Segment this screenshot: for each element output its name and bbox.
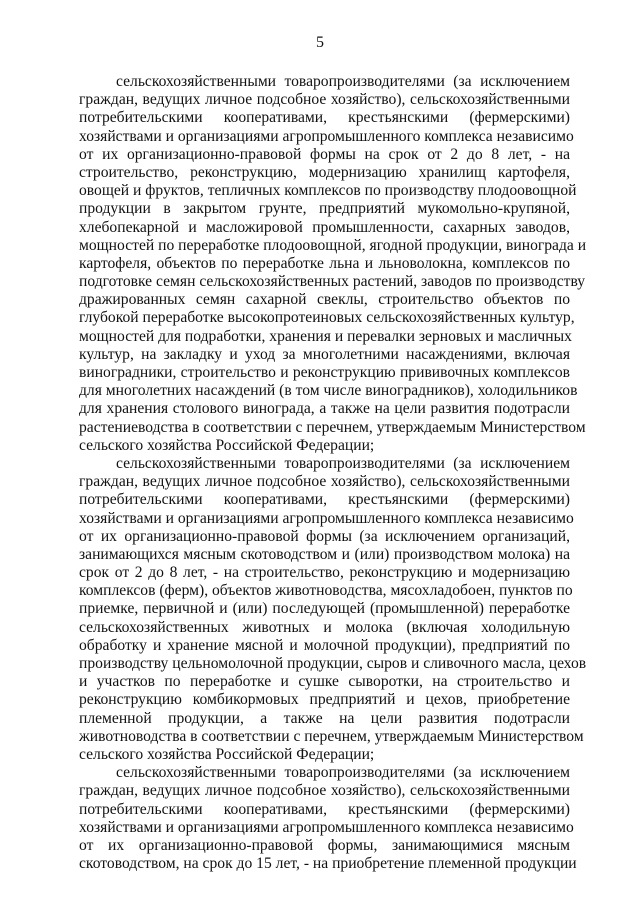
paragraph [79, 454, 587, 764]
text-line: растениеводства в соответствии с перечнем, утверждаемым Министерством [79, 418, 586, 436]
text-line: реконструкцию комбикормовых предприятий и цехов, приобретение [79, 691, 570, 709]
text-line: картофеля, объектов по переработке льна и льноволокна, комплексов по [79, 254, 570, 272]
text-line: срок от 2 до 8 лет, - на строительство, реконструкцию и модернизацию [79, 564, 570, 582]
text-line: сельского хозяйства Российской Федерации; [79, 436, 375, 454]
text-line: и участков по переработке и сушке сыворотки, на строительство и [79, 673, 570, 691]
text-line: производству цельномолочной продукции, сыров и сливочного масла, цехов [79, 655, 587, 672]
text-line: потребительскими кооперативами, крестьянскими (фермерскими) [79, 109, 570, 127]
text-line: мощностей по переработке плодоовощной, ягодной продукции, винограда и [79, 236, 587, 254]
document-body [79, 73, 587, 873]
text-line: сельскохозяйственными товаропроизводителями (за исключением [116, 73, 570, 90]
text-line: скотоводством, на срок до 15 лет, - на приобретение племенной продукции [79, 855, 577, 873]
text-line: хлебопекарной и масложировой промышленности, сахарных заводов, [79, 218, 570, 236]
text-line: от их организационно-правовой формы, занимающимися мясным [79, 836, 570, 854]
text-line: для хранения столового винограда, а также на цели развития подотрасли [79, 400, 570, 418]
text-line: племенной продукции, а также на цели развития подотрасли [79, 709, 570, 727]
text-line: мощностей для подработки, хранения и перевалки зерновых и масличных [79, 327, 572, 345]
text-line: продукции в закрытом грунте, предприятий мукомольно-крупяной, [79, 200, 570, 218]
paragraph [79, 73, 587, 455]
text-line: хозяйствами и организациями агропромышленного комплекса независимо [79, 127, 574, 145]
text-line: хозяйствами и организациями агропромышленного комплекса независимо [79, 818, 574, 836]
text-line: сельскохозяйственными товаропроизводителями (за исключением [116, 454, 570, 472]
text-line: от их организационно-правовой формы на срок от 2 до 8 лет, - на [79, 145, 570, 163]
page-number: 5 [316, 34, 324, 51]
text-line: сельскохозяйственными товаропроизводителями (за исключением [116, 764, 570, 782]
text-line: строительство, реконструкцию, модернизацию хранилищ картофеля, [79, 163, 570, 181]
text-line: овощей и фруктов, тепличных комплексов по производству плодоовощной [79, 182, 577, 200]
text-line: комплексов (ферм), объектов животноводства, мясохладобоен, пунктов по [79, 582, 573, 600]
text-line: от их организационно-правовой формы (за исключением организаций, [79, 527, 570, 545]
text-line: приемке, первичной и (или) последующей (промышленной) переработке [79, 600, 570, 618]
text-line: граждан, ведущих личное подсобное хозяйство), сельскохозяйственными [79, 473, 570, 491]
text-line: дражированных семян сахарной свеклы, строительство объектов по [79, 291, 570, 309]
text-line: виноградники, строительство и реконструкцию прививочных комплексов [79, 364, 570, 381]
paragraph [79, 764, 577, 873]
text-line: потребительскими кооперативами, крестьянскими (фермерскими) [79, 800, 570, 818]
text-line: глубокой переработке высокопротеиновых сельскохозяйственных культур, [79, 309, 575, 327]
text-line: обработку и хранение мясной и молочной продукции), предприятий по [79, 636, 570, 654]
text-line: граждан, ведущих личное подсобное хозяйство), сельскохозяйственными [79, 91, 570, 109]
text-line: занимающихся мясным скотоводством и (или) производством молока) на [79, 545, 570, 563]
text-line: сельского хозяйства Российской Федерации; [79, 745, 375, 763]
text-line: хозяйствами и организациями агропромышленного комплекса независимо [79, 509, 574, 527]
text-line: для многолетних насаждений (в том числе виноградников), холодильников [79, 382, 578, 400]
text-line: сельскохозяйственных животных и молока (включая холодильную [79, 618, 570, 636]
text-line: граждан, ведущих личное подсобное хозяйство), сельскохозяйственными [79, 782, 570, 800]
text-line: подготовке семян сельскохозяйственных растений, заводов по производству [79, 273, 586, 291]
text-line: культур, на закладку и уход за многолетними насаждениями, включая [79, 345, 570, 363]
text-line: животноводства в соответствии с перечнем, утверждаемым Министерством [79, 727, 584, 745]
text-line: потребительскими кооперативами, крестьянскими (фермерскими) [79, 491, 570, 509]
